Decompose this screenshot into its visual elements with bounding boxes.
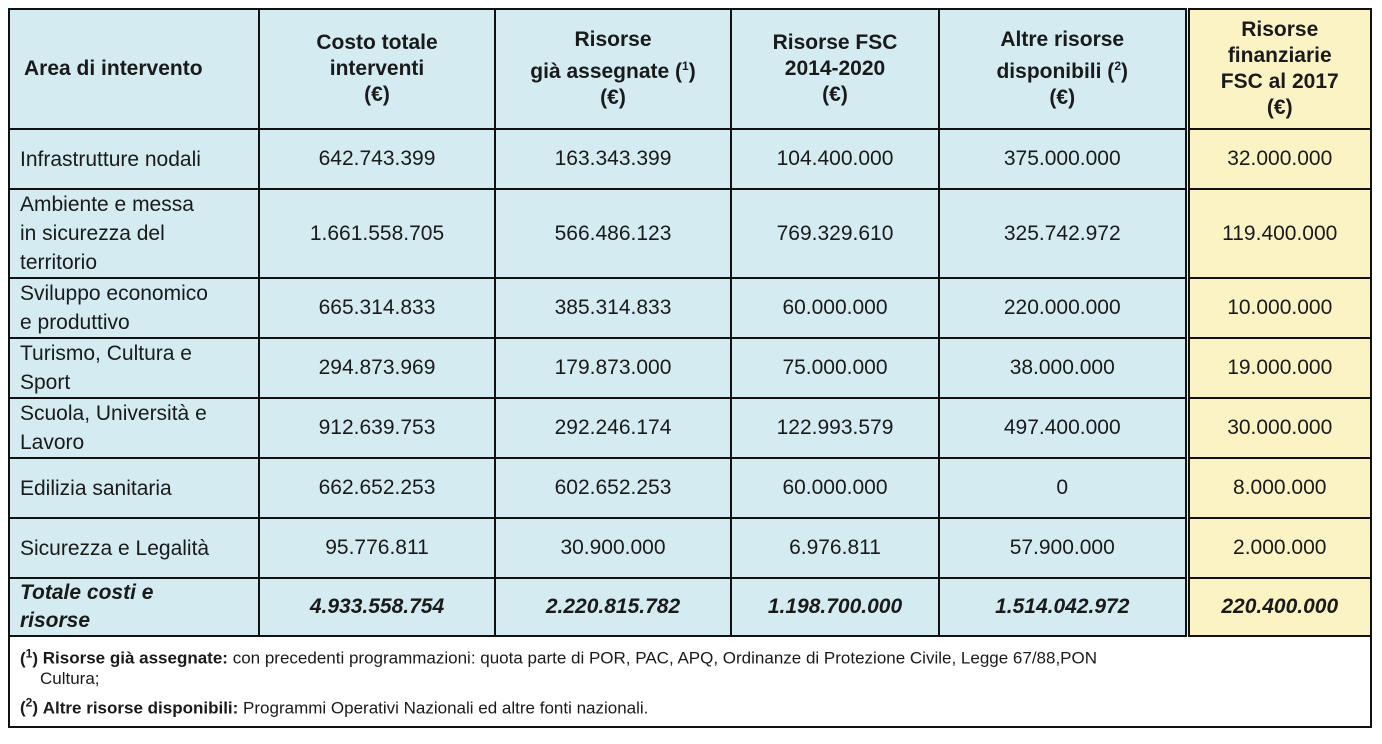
total-costo: 4.933.558.754: [259, 578, 495, 636]
footnote-2: ($^2$) Altre risorse disponibili: Programmi Operativi Nazionali ed altre fonti nazionali.: [20, 695, 649, 718]
footnote-2-text: Programmi Operativi Nazionali ed altre fonti nazionali.: [243, 698, 649, 718]
fin-cell: 30.000.000: [1187, 398, 1371, 458]
costo-cell: 642.743.399: [259, 129, 495, 189]
fsc-cell: 75.000.000: [731, 338, 939, 398]
fsc-cell: 60.000.000: [731, 278, 939, 338]
table-row: [9, 338, 1371, 398]
footnote-1-title: Risorse già assegnate:: [42, 648, 228, 668]
area-cell: Infrastrutture nodali: [9, 129, 259, 189]
header-costo: Costo totale interventi (€): [259, 9, 495, 129]
fin-cell: 32.000.000: [1187, 129, 1371, 189]
altre-cell: 38.000.000: [939, 338, 1187, 398]
costo-cell: 912.639.753: [259, 398, 495, 458]
altre-cell: 497.400.000: [939, 398, 1187, 458]
table-row: [9, 189, 1371, 278]
header-fsc-2017: Risorse finanziarie FSC al 2017 (€): [1187, 9, 1371, 129]
total-fin: 220.400.000: [1187, 578, 1371, 636]
fin-cell: 10.000.000: [1187, 278, 1371, 338]
altre-cell: 57.900.000: [939, 518, 1187, 578]
table-row: [9, 278, 1371, 338]
table-row: [9, 129, 1371, 189]
fsc-cell: 6.976.811: [731, 518, 939, 578]
total-altre: 1.514.042.972: [939, 578, 1187, 636]
footnote-1: ($^1$) Risorse già assegnate: con precedenti programmazioni: quota parte di POR, PAC, APQ, Ordinanze di Protezione Civile, Legge 67/88,PON Cultura;: [20, 646, 1098, 688]
total-fsc: 1.198.700.000: [731, 578, 939, 636]
footnotes: [8, 637, 1372, 728]
footnote-2-title: Altre risorse disponibili:: [42, 698, 239, 718]
costo-cell: 1.661.558.705: [259, 189, 495, 278]
resources-table-container: [8, 8, 1370, 728]
gia-cell: 385.314.833: [495, 278, 731, 338]
area-cell: Ambiente e messa in sicurezza del territorio: [9, 189, 259, 278]
header-gia-assegnate: Risorse già assegnate ($^1$) (€): [495, 9, 731, 129]
header-area: Area di intervento: [9, 9, 259, 129]
gia-cell: 292.246.174: [495, 398, 731, 458]
gia-cell: 30.900.000: [495, 518, 731, 578]
gia-cell: 602.652.253: [495, 458, 731, 518]
altre-cell: 0: [939, 458, 1187, 518]
total-label: Totale costi e risorse: [9, 578, 259, 636]
gia-cell: 163.343.399: [495, 129, 731, 189]
table-row: [9, 518, 1371, 578]
header-altre-risorse: Altre risorse disponibili ($^2$) (€): [939, 9, 1187, 129]
fin-cell: 119.400.000: [1187, 189, 1371, 278]
costo-cell: 662.652.253: [259, 458, 495, 518]
altre-cell: 375.000.000: [939, 129, 1187, 189]
fsc-cell: 104.400.000: [731, 129, 939, 189]
table-row: [9, 398, 1371, 458]
area-cell: Sicurezza e Legalità: [9, 518, 259, 578]
altre-cell: 325.742.972: [939, 189, 1187, 278]
footnote-1-continuation: Cultura;: [40, 668, 100, 688]
costo-cell: 294.873.969: [259, 338, 495, 398]
fsc-cell: 60.000.000: [731, 458, 939, 518]
fin-cell: 8.000.000: [1187, 458, 1371, 518]
resources-table: [8, 8, 1372, 637]
gia-cell: 566.486.123: [495, 189, 731, 278]
area-cell: Turismo, Cultura e Sport: [9, 338, 259, 398]
costo-cell: 665.314.833: [259, 278, 495, 338]
gia-cell: 179.873.000: [495, 338, 731, 398]
footnote-1-text: con precedenti programmazioni: quota parte di POR, PAC, APQ, Ordinanze di Protezione Civile, Legge 67/88,PON: [232, 648, 1098, 668]
costo-cell: 95.776.811: [259, 518, 495, 578]
header-fsc: Risorse FSC 2014-2020 (€): [731, 9, 939, 129]
table-row: [9, 458, 1371, 518]
area-cell: Sviluppo economico e produttivo: [9, 278, 259, 338]
fin-cell: 19.000.000: [1187, 338, 1371, 398]
fsc-cell: 122.993.579: [731, 398, 939, 458]
fsc-cell: 769.329.610: [731, 189, 939, 278]
total-gia: 2.220.815.782: [495, 578, 731, 636]
area-cell: Edilizia sanitaria: [9, 458, 259, 518]
altre-cell: 220.000.000: [939, 278, 1187, 338]
header-row: [9, 9, 1371, 129]
fin-cell: 2.000.000: [1187, 518, 1371, 578]
area-cell: Scuola, Università e Lavoro: [9, 398, 259, 458]
total-row: [9, 578, 1371, 636]
